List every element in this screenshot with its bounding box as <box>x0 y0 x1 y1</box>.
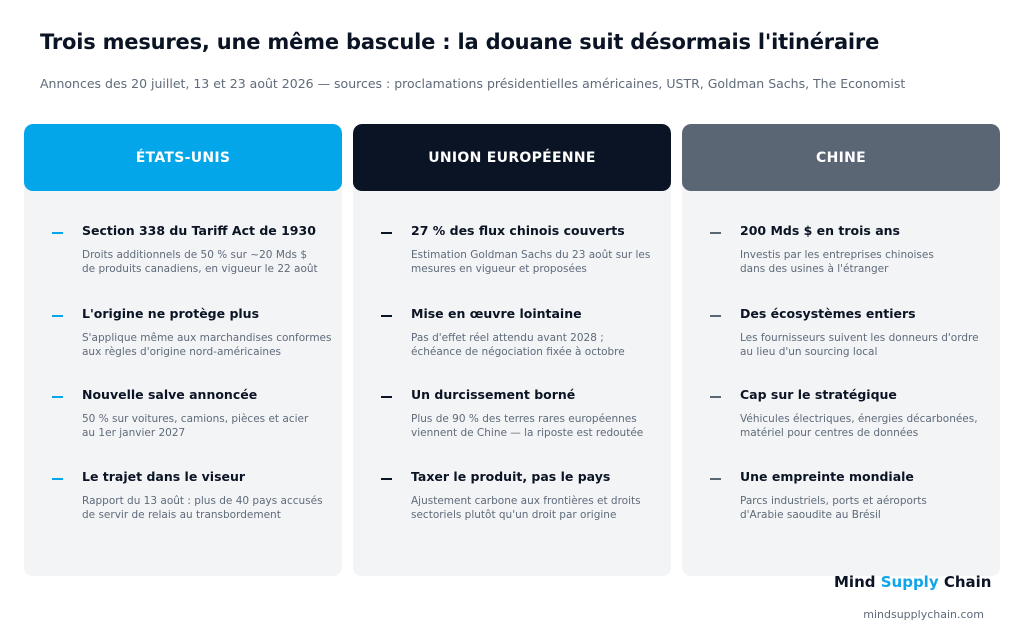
column-chine <box>682 124 1000 576</box>
page-title: Trois mesures, une même bascule : la douane suit désormais l'itinéraire <box>40 30 880 54</box>
column-header <box>24 124 342 191</box>
item-description: Plus de 90 % des terres rares européennes viennent de Chine — la riposte est redoutée <box>411 413 644 439</box>
item-title: Un durcissement borné <box>411 387 576 402</box>
dash-icon <box>52 478 63 480</box>
dash-icon <box>381 478 392 480</box>
dash-icon <box>52 232 63 234</box>
column-union-europeenne <box>353 124 671 576</box>
item-title: Nouvelle salve annoncée <box>82 387 258 402</box>
item-description: 50 % sur voitures, camions, pièces et acier au 1er janvier 2027 <box>82 413 309 439</box>
column-header-label: UNION EUROPÉENNE <box>428 149 596 166</box>
item-title: Le trajet dans le viseur <box>82 469 246 484</box>
item-description: Rapport du 13 août : plus de 40 pays accusés de servir de relais au transbordement <box>82 495 323 521</box>
dash-icon <box>52 396 63 398</box>
dash-icon <box>710 478 721 480</box>
item-title: 27 % des flux chinois couverts <box>411 223 625 238</box>
item-title: Une empreinte mondiale <box>740 469 914 484</box>
item-title: 200 Mds $ en trois ans <box>740 223 900 238</box>
item-description: Investis par les entreprises chinoises dans des usines à l'étranger <box>740 249 934 275</box>
dash-icon <box>710 315 721 317</box>
item-description: Droits additionnels de 50 % sur ~20 Mds $ de produits canadiens, en vigueur le 22 août <box>82 249 318 275</box>
item-description: Ajustement carbone aux frontières et droits sectoriels plutôt qu'un droit par origine <box>411 495 641 521</box>
column-header <box>353 124 671 191</box>
dash-icon <box>381 232 392 234</box>
brand-url: mindsupplychain.com <box>863 608 984 621</box>
column-header <box>682 124 1000 191</box>
item-title: Des écosystèmes entiers <box>740 306 916 321</box>
item-title: L'origine ne protège plus <box>82 306 260 321</box>
item-description: S'applique même aux marchandises conformes aux règles d'origine nord-américaines <box>82 332 332 358</box>
item-title: Taxer le produit, pas le pays <box>411 469 611 484</box>
column-header-label: CHINE <box>816 149 866 166</box>
page-subtitle: Annonces des 20 juillet, 13 et 23 août 2026 — sources : proclamations présidentielles américaines, USTR, Goldman Sachs, The Economist <box>40 76 906 91</box>
item-title: Cap sur le stratégique <box>740 387 897 402</box>
item-description: Estimation Goldman Sachs du 23 août sur les mesures en vigueur et proposées <box>411 249 651 275</box>
comparison-columns <box>24 124 1000 576</box>
item-description: Les fournisseurs suivent les donneurs d'ordre au lieu d'un sourcing local <box>740 332 979 358</box>
dash-icon <box>710 232 721 234</box>
column-header-label: ÉTATS-UNIS <box>135 149 231 166</box>
brand-logo: Mind Supply Chain <box>834 573 992 591</box>
item-description: Parcs industriels, ports et aéroports d'Arabie saoudite au Brésil <box>740 495 927 521</box>
item-description: Véhicules électriques, énergies décarbonées, matériel pour centres de données <box>740 413 978 439</box>
item-title: Mise en œuvre lointaine <box>411 306 582 321</box>
column-etats-unis <box>24 124 342 576</box>
dash-icon <box>381 396 392 398</box>
item-description: Pas d'effet réel attendu avant 2028 ; échéance de négociation fixée à octobre <box>411 332 625 358</box>
dash-icon <box>381 315 392 317</box>
item-title: Section 338 du Tariff Act de 1930 <box>82 223 316 238</box>
dash-icon <box>710 396 721 398</box>
dash-icon <box>52 315 63 317</box>
